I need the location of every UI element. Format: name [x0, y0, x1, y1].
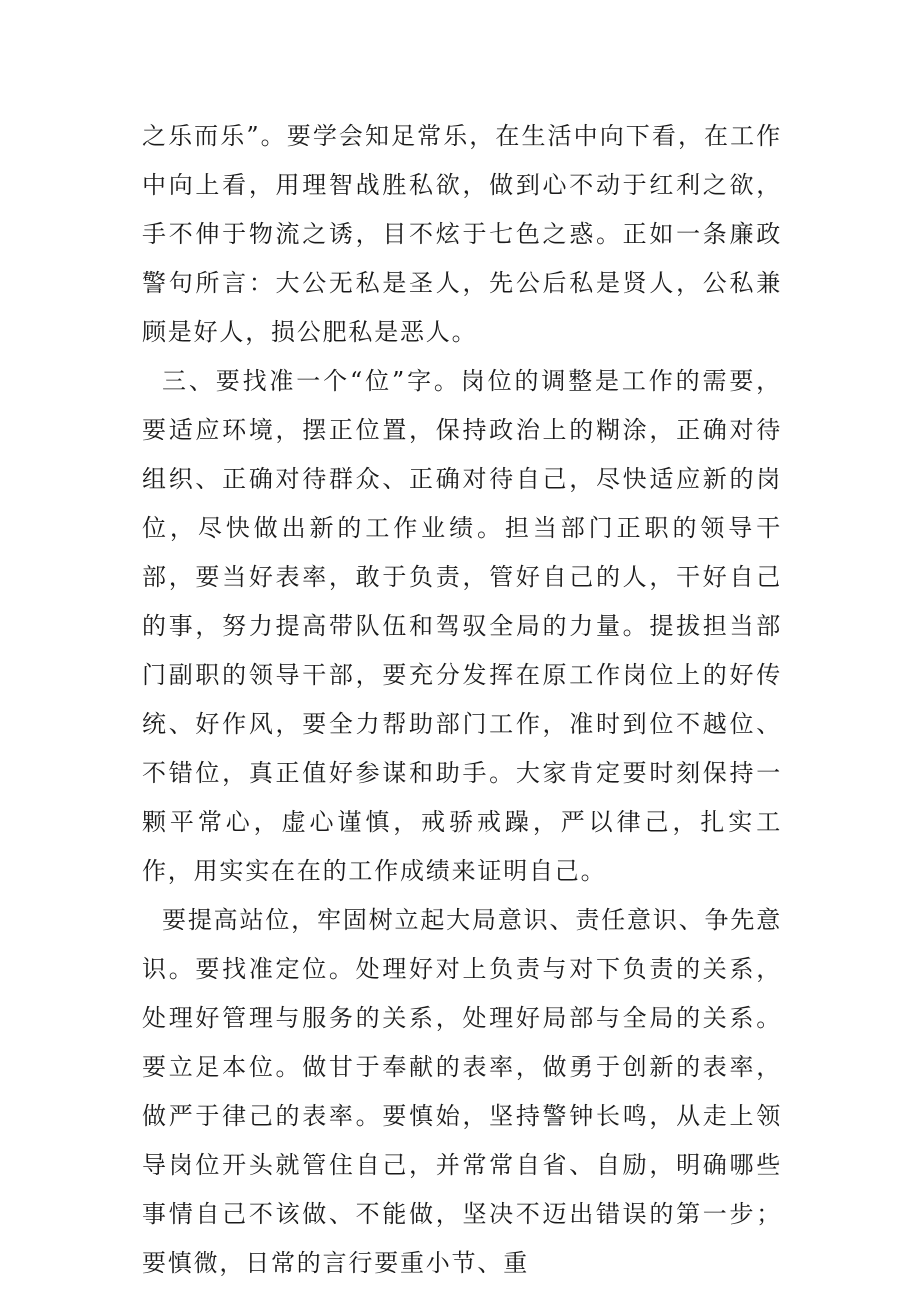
- paragraph-2: 三、要找准一个“位”字。岗位的调整是工作的需要，要适应环境，摆正位置，保持政治上的糊涂，正确对待组织、正确对待群众、正确对待自己，尽快适应新的岗位，尽快做出新的工作业绩。担当部门正职的领导干部，要当好表率，敢于负责，管好自己的人，干好自己的事，努力提高带队伍和驾驭全局的力量。提拔担当部门副职的领导干部，要充分发挥在原工作岗位上的好传统、好作风，要全力帮助部门工作，准时到位不越位、不错位，真正值好参谋和助手。大家肯定要时刻保持一颗平常心，虚心谨慎，戒骄戒躁，严以律己，扎实工作，用实实在在的工作成绩来证明自己。: [142, 367, 782, 885]
- paragraph-1: 之乐而乐”。要学会知足常乐，在生活中向下看，在工作中向上看，用理智战胜私欲，做到心不动于红利之欲，手不伸于物流之诱，目不炫于七色之惑。正如一条廉政警句所言：大公无私是圣人，先公后私是贤人，公私兼顾是好人，损公肥私是恶人。: [142, 122, 782, 346]
- paragraph-3: 要提高站位，牢固树立起大局意识、责任意识、争先意识。要找准定位。处理好对上负责与对下负责的关系，处理好管理与服务的关系，处理好局部与全局的关系。要立足本位。做甘于奉献的表率，做勇于创新的表率，做严于律己的表率。要慎始，坚持警钟长鸣，从走上领导岗位开头就管住自己，并常常自省、自励，明确哪些事情自己不该做、不能做，坚决不迈出错误的第一步；要慎微，日常的言行要重小节、重: [142, 906, 782, 1277]
- document-body: [142, 112, 782, 1288]
